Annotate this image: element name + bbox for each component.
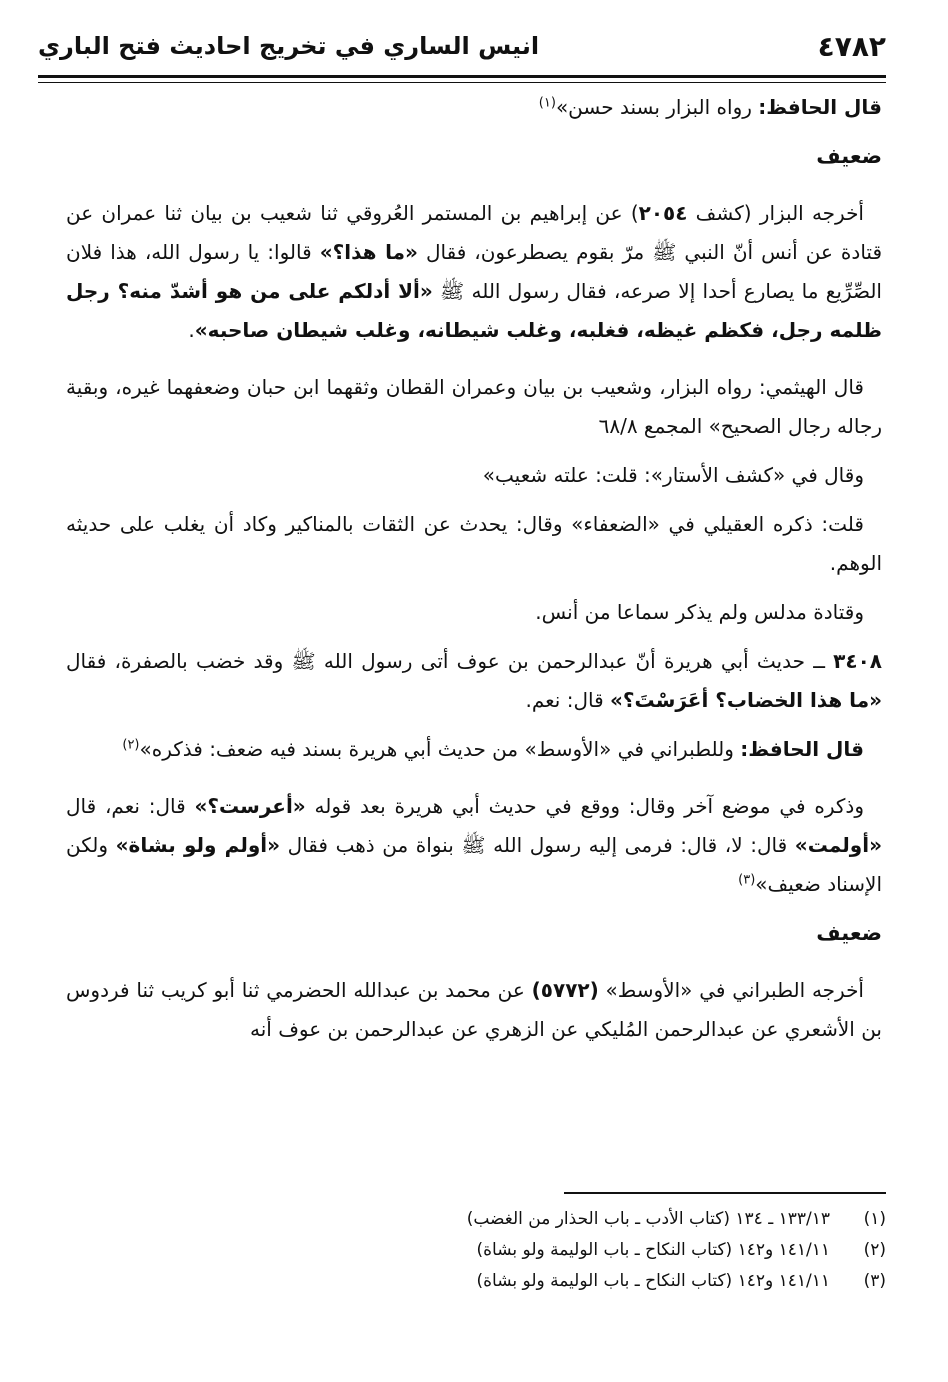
hadith-quote: «ما هذا؟» <box>319 240 418 264</box>
paragraph-takhrij-2 <box>66 971 882 1049</box>
footnote-item <box>66 1235 886 1266</box>
hadith-quote: «ألا أدلكم على من هو أشدّ منه؟ رجل ظلمه رجل، فكظم غيظه، فغلبه، وغلب شيطانه، وغلب شيطان صاحبه» <box>66 279 882 342</box>
footnote-ref: (٣) <box>738 872 756 888</box>
paragraph-kashf: وقال في «كشف الأستار»: قلت: علته شعيب» <box>482 463 864 487</box>
paragraph-text: وللطبراني في «الأوسط» من حديث أبي هريرة بسند فيه ضعف: فذكره» <box>139 737 741 761</box>
paragraph-other-place <box>66 787 882 904</box>
speaker-label: قال الحافظ: <box>758 95 882 119</box>
paragraph-text: وذكره في موضع آخر وقال: ووقع في حديث أبي هريرة بعد قوله <box>305 794 864 818</box>
paragraph-text: أخرجه البزار (كشف <box>687 201 864 225</box>
hadith-entry-3408 <box>66 642 882 720</box>
hadith-quote: «أولمت» <box>794 833 882 857</box>
footnote-ref: (١) <box>538 95 556 111</box>
paragraph-haythami: قال الهيثمي: رواه البزار، وشعيب بن بيان وعمران القطان وثقهما ابن حبان وضعفهما غيره، وبقية رجاله رجال الصحيح» المجمع ٦٨/٨ <box>66 375 882 438</box>
paragraph-text: قال: لا، قال: فرمى إليه رسول الله ﷺ بنواة من ذهب فقال <box>280 833 795 857</box>
main-text <box>66 88 882 1049</box>
footnote-text: ١٤١/١١ و١٤٢ (كتاب النكاح ـ باب الوليمة ولو بشاة) <box>476 1271 830 1291</box>
source-number: ٢٠٥٤ <box>638 201 688 225</box>
hadith-quote: «أولم ولو بشاة» <box>115 833 281 857</box>
footnote-text: ١٤١/١١ و١٤٢ (كتاب النكاح ـ باب الوليمة ولو بشاة) <box>476 1240 830 1260</box>
paragraph-text: عن محمد بن عبدالله الحضرمي ثنا أبو كريب ثنا فردوس بن الأشعري عن عبدالرحمن المُليكي عن الزهري عن عبدالرحمن بن عوف أنه <box>66 978 882 1041</box>
paragraph-hafiz-1 <box>66 88 882 127</box>
footnote-rule <box>564 1192 886 1194</box>
paragraph-text: أخرجه الطبراني في «الأوسط» <box>598 978 864 1002</box>
footnote-number: (٢) <box>863 1240 886 1260</box>
paragraph-text: ) عن إبراهيم بن المستمر العُروقي ثنا شعيب بن بيان ثنا عمران عن قتادة عن أنس أنّ النبي ﷺ مرّ بقوم يصطرعون، فقال <box>66 201 883 264</box>
paragraph-text: ــ حديث أبي هريرة أنّ عبدالرحمن بن عوف أتى رسول الله ﷺ وقد خضب بالصفرة، فقال <box>66 649 834 673</box>
book-title: انيس الساري في تخريج احاديث فتح الباري <box>38 32 540 60</box>
grade-heading: ضعيف <box>816 921 882 945</box>
footnote-item <box>66 1266 886 1297</box>
paragraph-text: رواه البزار بسند حسن» <box>555 95 759 119</box>
header-rule-thin <box>38 82 886 83</box>
footnote-item <box>66 1204 886 1235</box>
paragraph-hafiz-2 <box>66 730 882 769</box>
paragraph-text: قال: نعم، قال <box>66 794 195 818</box>
page-number: ٤٧٨٢ <box>817 30 886 63</box>
source-number: (٥٧٧٢) <box>531 978 599 1002</box>
hadith-quote: «أعرست؟» <box>194 794 306 818</box>
paragraph-uqayli: قلت: ذكره العقيلي في «الضعفاء» وقال: يحدث عن الثقات بالمناكير وكاد أن يغلب على حديثه الوهم. <box>66 512 882 575</box>
paragraph-qatada: وقتادة مدلس ولم يذكر سماعا من أنس. <box>535 600 864 624</box>
footnote-ref: (٢) <box>122 737 140 753</box>
footnote-number: (٣) <box>863 1271 886 1291</box>
footnote-text: ١٣٣/١٣ ـ ١٣٤ (كتاب الأدب ـ باب الحذار من الغضب) <box>466 1209 830 1229</box>
grade-heading: ضعيف <box>816 144 882 168</box>
footnotes <box>66 1192 886 1297</box>
header-rule <box>38 75 886 78</box>
hadith-quote: «ما هذا الخضاب؟ أعَرَسْتَ؟» <box>610 688 882 712</box>
paragraph-text: قالوا: يا رسول الله، هذا فلان الصِّرِّيع ما يصارع أحدا إلا صرعه، فقال رسول الله ﷺ <box>66 240 882 303</box>
page-header <box>38 26 886 78</box>
hadith-number: ٣٤٠٨ <box>833 649 882 673</box>
paragraph-takhrij-1 <box>66 194 882 350</box>
footnote-number: (١) <box>863 1209 886 1229</box>
speaker-label: قال الحافظ: <box>740 737 864 761</box>
paragraph-text: قال: نعم. <box>525 688 610 712</box>
paragraph-text: ولكن الإسناد ضعيف» <box>66 833 882 896</box>
paragraph-text: . <box>188 318 195 342</box>
